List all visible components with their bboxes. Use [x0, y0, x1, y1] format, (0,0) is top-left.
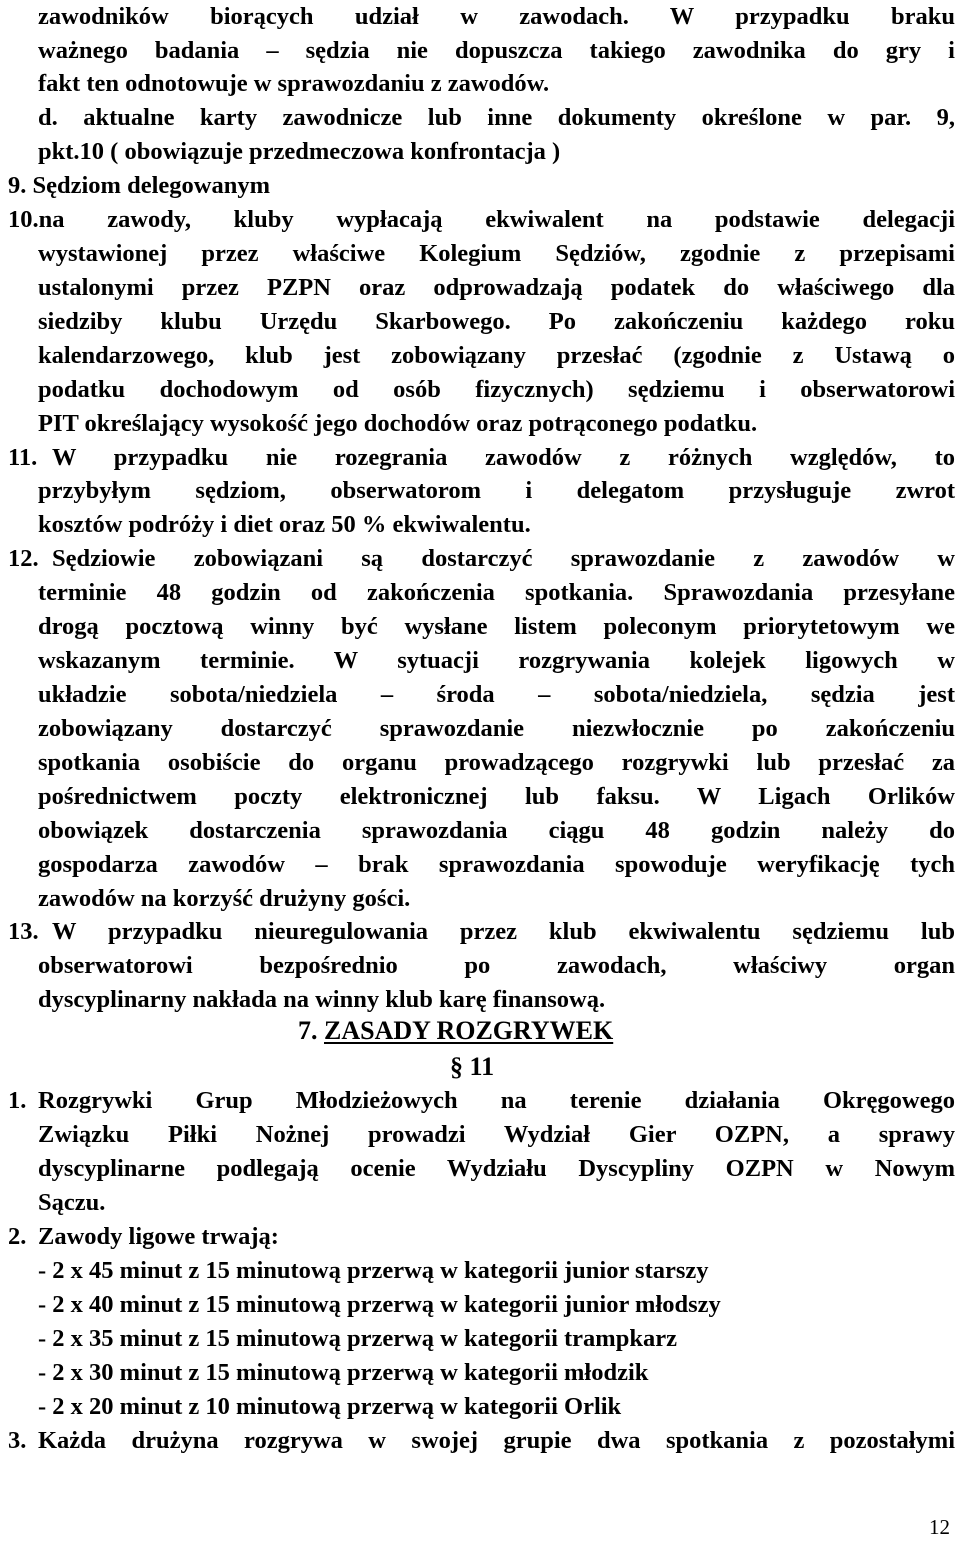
- text-line: zobowiązany dostarczyć sprawozdanie niezwłocznie po zakończeniu: [38, 715, 955, 742]
- text-line: pośrednictwem poczty elektronicznej lub faksu. W Ligach Orlików: [38, 783, 955, 810]
- text-line: siedziby klubu Urzędu Skarbowego. Po zakończeniu każdego roku: [38, 308, 955, 335]
- list-item: [0, 1424, 955, 1458]
- text-line: ustalonymi przez PZPN oraz odprowadzają podatek do właściwego dla: [38, 274, 955, 301]
- text-line: - 2 x 35 minut z 15 minutową przerwą w kategorii trampkarz: [38, 1325, 677, 1352]
- list-number: 12.: [8, 545, 39, 572]
- text-line: 10.na zawody, kluby wypłacają ekwiwalent na podstawie delegacji: [8, 206, 955, 233]
- text-line: Zawody ligowe trwają:: [38, 1223, 279, 1250]
- list-number: 2.: [8, 1223, 27, 1250]
- text-line: spotkania osobiście do organu prowadzącego rozgrywki lub przesłać za: [38, 749, 955, 776]
- text-line: terminie 48 godzin od zakończenia spotkania. Sprawozdania przesyłane: [38, 579, 955, 606]
- text-line: obowiązek dostarczenia sprawozdania ciągu 48 godzin należy do: [38, 817, 955, 844]
- section-number: 7.: [298, 1016, 318, 1045]
- text-line: d. aktualne karty zawodnicze lub inne dokumenty określone w par. 9,: [38, 104, 955, 131]
- text-line: ważnego badania – sędzia nie dopuszcza takiego zawodnika do gry i: [38, 37, 955, 64]
- text-line: kosztów podróży i diet oraz 50 % ekwiwalentu.: [38, 511, 531, 538]
- text-line: 9. Sędziom delegowanym: [8, 172, 270, 199]
- text-line: Sączu.: [38, 1189, 106, 1216]
- text-line: Każda drużyna rozgrywa w swojej grupie dwa spotkania z pozostałymi: [38, 1427, 955, 1454]
- text-line: układzie sobota/niedziela – środa – sobota/niedziela, sędzia jest: [38, 681, 955, 708]
- text-line: zawodów na korzyść drużyny gości.: [38, 885, 411, 912]
- text-line: - 2 x 45 minut z 15 minutową przerwą w kategorii junior starszy: [38, 1257, 709, 1284]
- text-line: obserwatorowi bezpośrednio po zawodach, właściwy organ: [38, 952, 955, 979]
- text-line: wystawionej przez właściwe Kolegium Sędziów, zgodnie z przepisami: [38, 240, 955, 267]
- list-number: 13.: [8, 918, 39, 945]
- text-line: - 2 x 30 minut z 15 minutową przerwą w kategorii młodzik: [38, 1359, 649, 1386]
- list-number: 3.: [8, 1427, 27, 1454]
- text-line: pkt.10 ( obowiązuje przedmeczowa konfrontacja ): [38, 138, 561, 165]
- section-title: ZASADY ROZGRYWEK: [324, 1016, 614, 1045]
- text-line: dyscyplinarne podlegają ocenie Wydziału Dyscypliny OZPN w Nowym: [38, 1155, 955, 1182]
- paragraph-number: § 11: [450, 1052, 495, 1081]
- list-number: 1.: [8, 1087, 27, 1114]
- text-line: Związku Piłki Nożnej prowadzi Wydział Gier OZPN, a sprawy: [38, 1121, 955, 1148]
- list-item: [0, 1220, 955, 1254]
- text-line: przybyłym sędziom, obserwatorom i delegatom przysługuje zwrot: [38, 477, 955, 504]
- text-line: W przypadku nie rozegrania zawodów z różnych względów, to: [52, 444, 955, 471]
- page-number: 12: [929, 1515, 950, 1539]
- text-line: podatku dochodowym od osób fizycznych) sędziemu i obserwatorowi: [38, 376, 955, 403]
- text-line: W przypadku nieuregulowania przez klub ekwiwalentu sędziemu lub: [52, 918, 955, 945]
- text-line: - 2 x 20 minut z 10 minutową przerwą w kategorii Orlik: [38, 1393, 622, 1420]
- text-line: dyscyplinarny nakłada na winny klub karę finansową.: [38, 986, 606, 1013]
- list-number: 11.: [8, 444, 38, 471]
- text-line: - 2 x 40 minut z 15 minutową przerwą w kategorii junior młodszy: [38, 1291, 721, 1318]
- list-item: [0, 1084, 955, 1118]
- text-line: PIT określający wysokość jego dochodów oraz potrąconego podatku.: [38, 410, 758, 437]
- text-line: Rozgrywki Grup Młodzieżowych na terenie działania Okręgowego: [38, 1087, 955, 1114]
- text-line: drogą pocztową winny być wysłane listem poleconym priorytetowym we: [38, 613, 955, 640]
- list-item: [0, 441, 955, 475]
- text-line: kalendarzowego, klub jest zobowiązany przesłać (zgodnie z Ustawą o: [38, 342, 955, 369]
- text-line: gospodarza zawodów – brak sprawozdania spowoduje weryfikację tych: [38, 851, 955, 878]
- list-item: [0, 915, 955, 949]
- text-line: zawodników biorących udział w zawodach. W przypadku braku: [38, 3, 955, 30]
- text-line: wskazanym terminie. W sytuacji rozgrywania kolejek ligowych w: [38, 647, 955, 674]
- list-item: [0, 542, 955, 576]
- section-heading: [298, 1014, 613, 1048]
- text-line: Sędziowie zobowiązani są dostarczyć sprawozdanie z zawodów w: [52, 545, 955, 572]
- text-line: fakt ten odnotowuje w sprawozdaniu z zawodów.: [38, 70, 550, 97]
